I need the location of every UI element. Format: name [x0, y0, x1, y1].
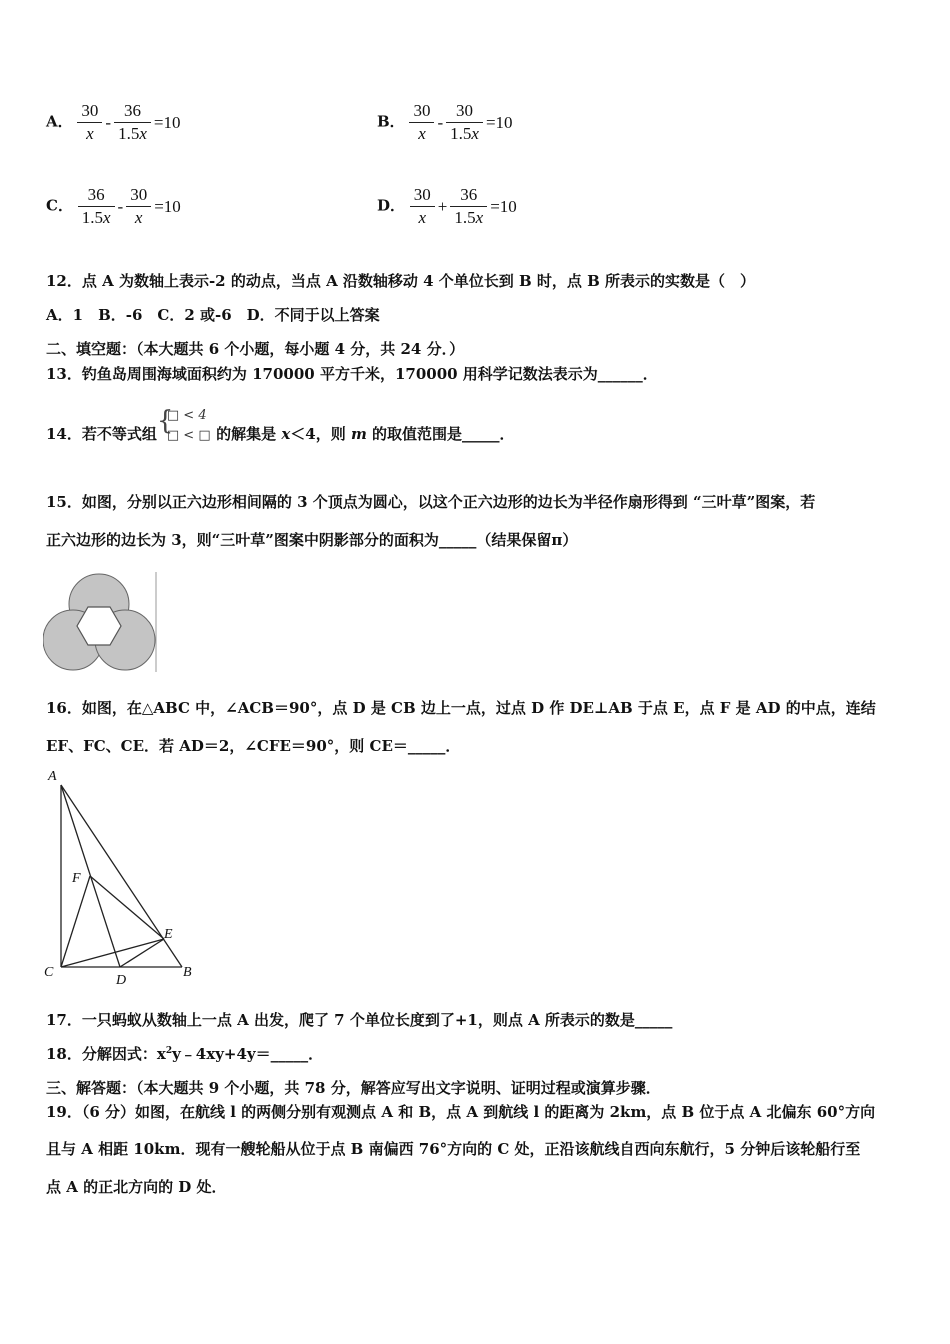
fraction: $\frac{36}{1.5x}$: [114, 100, 151, 145]
option-a: A． $\frac{30}{x}$ - $\frac{36}{1.5x}$ =10: [46, 101, 181, 143]
option-b: B． $\frac{30}{x}$ - $\frac{30}{1.5x}$ =10: [377, 101, 513, 143]
question-14: 14．若不等式组 { □ < 4 □ < □ 的解集是 x＜4，则 m 的取值范围是_____．: [46, 406, 515, 443]
question-15-line-1: 15．如图，分别以正六边形相间隔的 3 个顶点为圆心，以这个正六边形的边长为半径作扇形得到 “三叶草”图案，若: [46, 493, 816, 511]
option-a-label: A．: [46, 112, 73, 131]
question-19-line-3: 点 A 的正北方向的 D 处．: [46, 1178, 227, 1196]
section-2-heading: 二、填空题：（本大题共 6 个小题，每小题 4 分，共 24 分．）: [46, 340, 465, 358]
fraction: $\frac{36}{1.5x}$: [450, 184, 487, 229]
fraction: $\frac{30}{x}$: [126, 184, 151, 229]
segment-fc: [61, 876, 90, 967]
label-c: C: [44, 965, 54, 980]
question-19-line-1: 19．（6 分）如图，在航线 l 的两侧分别有观测点 A 和 B，点 A 到航线 l 的距离为 2km，点 B 位于点 A 北偏东 60°方向: [46, 1103, 876, 1121]
label-a: A: [48, 769, 57, 784]
question-19-line-2: 且与 A 相距 10km．现有一艘轮船从位于点 B 南偏西 76°方向的 C 处，正沿该航线自西向东航行，5 分钟后该轮船行至: [46, 1140, 861, 1158]
question-18: 18．分解因式：$x^2y﹣4xy+4y=\_\_\_\_\_$．: [46, 1045, 324, 1063]
label-f: F: [72, 871, 81, 886]
fraction: $\frac{30}{x}$: [77, 100, 102, 145]
triangle-figure: [40, 764, 200, 986]
option-d: D． $\frac{30}{x}$ + $\frac{36}{1.5x}$ =10: [377, 185, 517, 227]
option-c-label: C．: [46, 196, 73, 215]
fraction: $\frac{30}{x}$: [409, 100, 434, 145]
option-d-label: D．: [377, 196, 406, 215]
trefoil-figure: [43, 570, 159, 674]
label-b: B: [183, 965, 192, 980]
inequality-system: { □ < 4 □ < □: [156, 406, 211, 443]
question-15-line-2: 正六边形的边长为 3，则“三叶草”图案中阴影部分的面积为_____（结果保留π）: [46, 531, 578, 549]
question-16-line-2: EF、FC、CE．若 AD＝2，∠CFE＝90°，则 CE＝_____．: [46, 737, 461, 755]
question-16-line-1: 16．如图，在△ABC 中，∠ACB＝90°，点 D 是 CB 边上一点，过点 D 作 DE⊥AB 于点 E，点 F 是 AD 的中点，连结: [46, 699, 876, 717]
fraction: $\frac{30}{x}$: [410, 184, 435, 229]
option-b-label: B．: [377, 112, 405, 131]
segment-de: [120, 939, 164, 967]
question-12-options: A．1 B．-6 C．2 或-6 D．不同于以上答案: [46, 306, 380, 324]
option-c: C． $\frac{36}{1.5x}$ - $\frac{30}{x}$ =10: [46, 185, 181, 227]
section-3-heading: 三、解答题：（本大题共 9 个小题，共 78 分，解答应写出文字说明、证明过程或演算步骤．: [46, 1079, 661, 1097]
fraction: $\frac{36}{1.5x}$: [78, 184, 115, 229]
question-12: 12．点 A 为数轴上表示-2 的动点，当点 A 沿数轴移动 4 个单位长到 B 时，点 B 所表示的实数是（ ）: [46, 272, 756, 290]
question-17: 17．一只蚂蚁从数轴上一点 A 出发，爬了 7 个单位长度到了+1，则点 A 所表示的数是_____: [46, 1011, 673, 1029]
label-e: E: [164, 927, 173, 942]
brace-icon: {: [156, 406, 174, 436]
question-13: 13．钓鱼岛周围海域面积约为 170000 平方千米，170000 用科学记数法表示为______．: [46, 365, 658, 383]
fraction: $\frac{30}{1.5x}$: [446, 100, 483, 145]
label-d: D: [116, 973, 127, 986]
